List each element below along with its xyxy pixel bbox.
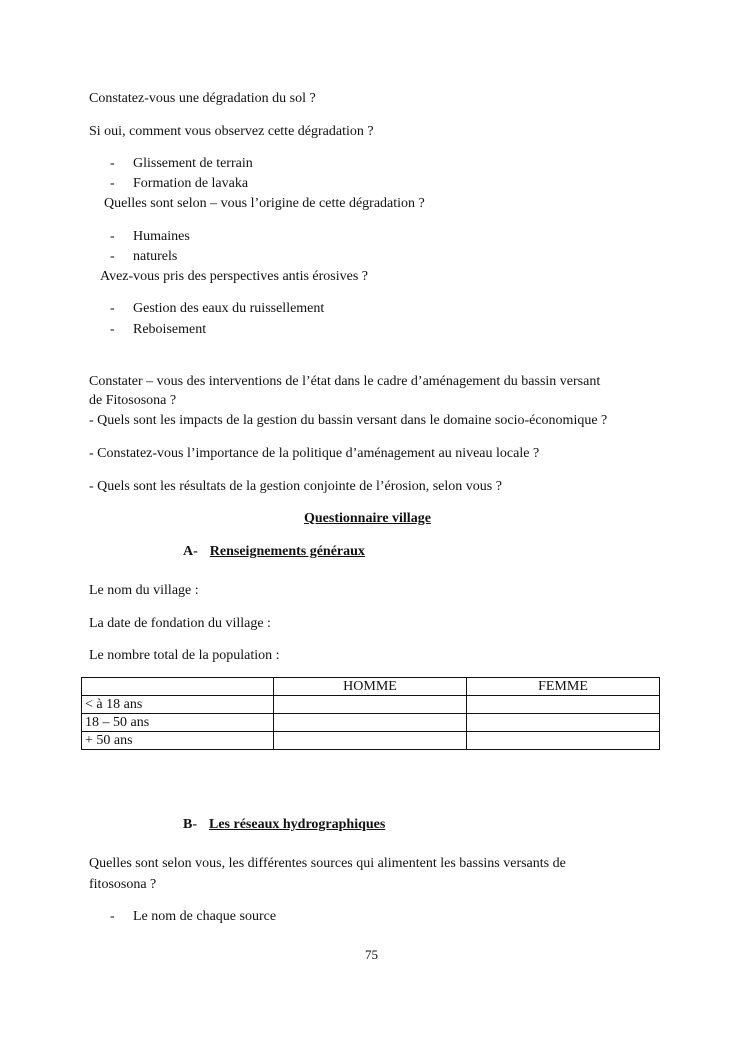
table-row: [82, 696, 660, 714]
page-number: 75: [365, 947, 378, 962]
table-cell: [467, 714, 660, 732]
table-cell: + 50 ans: [82, 732, 274, 750]
list-item: Humaines: [133, 229, 190, 244]
question-state-interventions-line1: Constater – vous des interventions de l’état dans le cadre d’aménagement du bassin versant: [89, 374, 601, 389]
village-name-label: Le nom du village :: [89, 583, 199, 598]
list-item: Reboisement: [133, 322, 207, 337]
table-header-cell: HOMME: [274, 678, 467, 696]
question-origin: Quelles sont selon – vous l’origine de cette dégradation ?: [104, 196, 425, 211]
section-a-heading: [183, 543, 365, 560]
question-state-interventions-line2: de Fitososona ?: [89, 393, 177, 408]
village-questionnaire-title: Questionnaire village: [304, 511, 431, 526]
table-cell: 18 – 50 ans: [82, 714, 274, 732]
table-cell: [274, 732, 467, 750]
list-item: Gestion des eaux du ruissellement: [133, 301, 325, 316]
question-results: - Quels sont les résultats de la gestion conjointe de l’érosion, selon vous ?: [89, 479, 502, 494]
table-header-cell: [82, 678, 274, 696]
table-header-cell: FEMME: [467, 678, 660, 696]
table-cell: [467, 732, 660, 750]
list-item: Formation de lavaka: [133, 176, 249, 191]
section-a-letter: A-: [183, 544, 198, 559]
question-sources-line1: Quelles sont selon vous, les différentes sources qui alimentent les bassins versants de: [89, 856, 566, 871]
population-total-label: Le nombre total de la population :: [89, 648, 280, 663]
list-item: Glissement de terrain: [133, 156, 253, 171]
table-cell: [274, 714, 467, 732]
section-b-heading: [183, 816, 385, 833]
question-observe-degradation: Si oui, comment vous observez cette dégradation ?: [89, 124, 374, 139]
founding-date-label: La date de fondation du village :: [89, 616, 271, 631]
table-cell: [467, 696, 660, 714]
question-soil-degradation: Constatez-vous une dégradation du sol ?: [89, 91, 316, 106]
question-sources-line2: fitososona ?: [89, 877, 157, 892]
list-item: Le nom de chaque source: [133, 909, 277, 924]
question-policy: - Constatez-vous l’importance de la politique d’aménagement au niveau locale ?: [89, 446, 540, 461]
question-impacts: - Quels sont les impacts de la gestion du bassin versant dans le domaine socio-économique ?: [89, 413, 608, 428]
table-cell: < à 18 ans: [82, 696, 274, 714]
population-table: [81, 677, 660, 750]
section-b-title: Les réseaux hydrographiques: [209, 817, 386, 832]
section-b-letter: B-: [183, 817, 197, 832]
section-a-title: Renseignements généraux: [209, 544, 365, 559]
table-row: [82, 714, 660, 732]
list-item: naturels: [133, 249, 178, 264]
table-cell: [274, 696, 467, 714]
question-perspectives: Avez-vous pris des perspectives antis érosives ?: [100, 269, 368, 284]
table-header-row: [82, 678, 660, 696]
table-row: [82, 732, 660, 750]
